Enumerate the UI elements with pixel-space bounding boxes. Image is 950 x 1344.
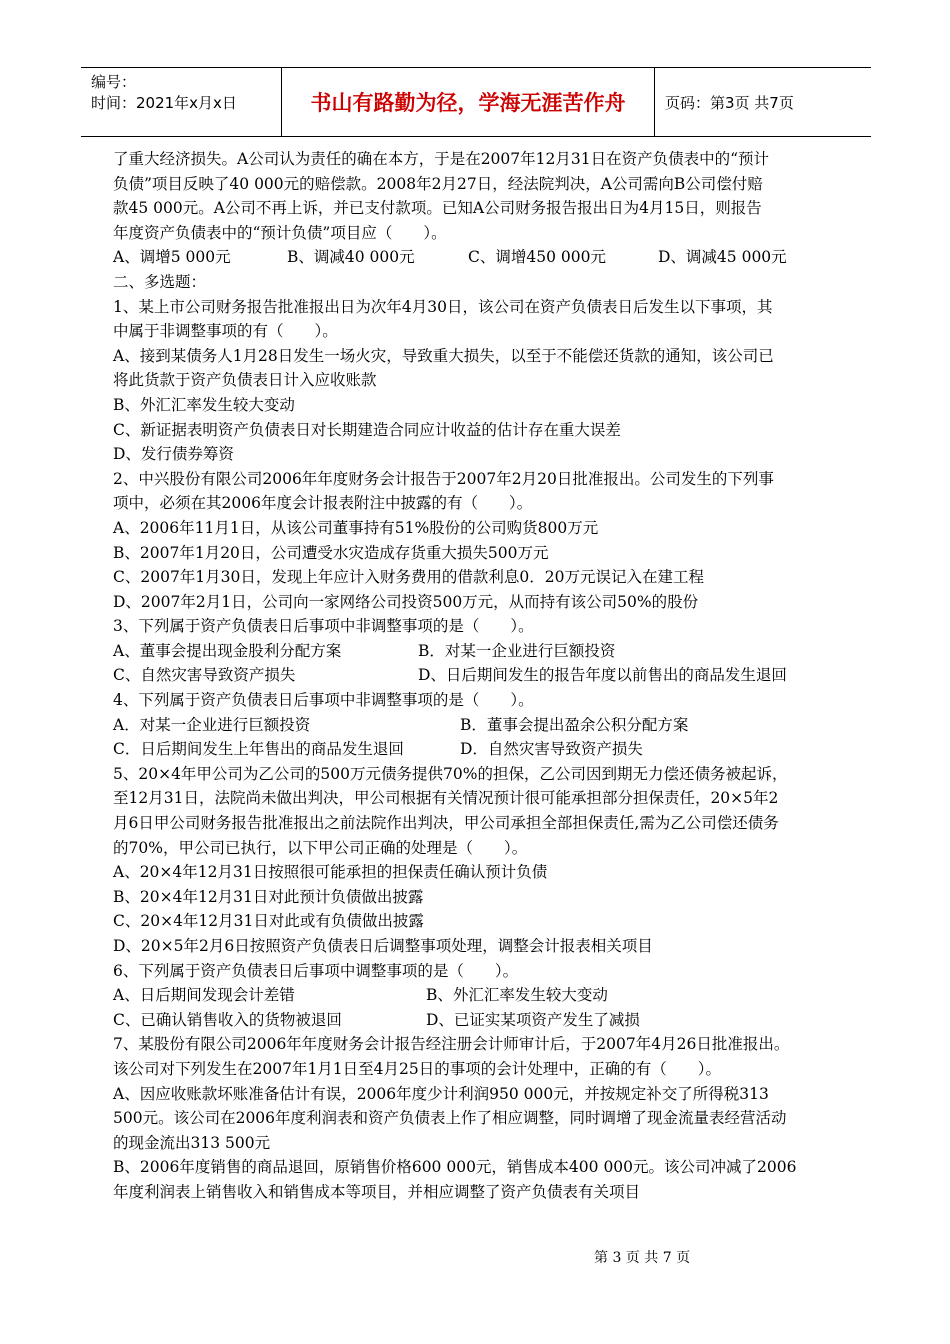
question-text: 2、中兴股份有限公司2006年年度财务会计报告于2007年2月20日批准报出。公司发生的下列事 — [113, 469, 774, 488]
option-text: C、20×4年12月31日对此或有负债做出披露 — [113, 912, 424, 931]
page-info: 页码：第3页 共7页 — [665, 93, 794, 112]
options-row — [113, 983, 853, 1008]
option-text: D、发行债券筹资 — [113, 445, 234, 464]
option-b: B．对某一企业进行巨额投资 — [418, 641, 616, 660]
option-text: C、2007年1月30日，发现上年应计入财务费用的借款利息0．20万元误记入在建工程 — [113, 568, 704, 587]
header-left-cell — [81, 68, 282, 136]
question-text: 项中，必须在其2006年度会计报表附注中披露的有（ ）。 — [113, 494, 533, 513]
option-d: D．自然灾害导致资产损失 — [460, 740, 643, 759]
option-d: D、调减45 000元 — [658, 248, 787, 267]
question-text: 7、某股份有限公司2006年年度财务会计报告经注册会计师审计后，于2007年4月26日批准报出。 — [113, 1035, 790, 1054]
time-label: 时间：2021年x月x日 — [91, 94, 237, 112]
options-row — [113, 1008, 853, 1033]
option-text: A、接到某债务人1月28日发生一场火灾，导致重大损失，以至于不能偿还货款的通知，该公司已 — [113, 346, 774, 365]
option-text: B、2007年1月20日，公司遭受水灾造成存货重大损失500万元 — [113, 543, 549, 562]
options-row — [113, 639, 853, 664]
question-text: 4、下列属于资产负债表日后事项中非调整事项的是（ ）。 — [113, 691, 534, 710]
question-text: 该公司对下列发生在2007年1月1日至4月25日的事项的会计处理中，正确的有（ ）。 — [113, 1059, 722, 1078]
code-label: 编号： — [91, 73, 137, 91]
option-text: 500元。该公司在2006年度利润表和资产负债表上作了相应调整，同时调增了现金流量表经营活动 — [113, 1109, 787, 1128]
question-text: 5、20×4年甲公司为乙公司的500万元债务提供70%的担保，乙公司因到期无力偿还债务被起诉， — [113, 764, 788, 783]
option-d: D、已证实某项资产发生了减损 — [426, 1010, 640, 1029]
question-text: 1、某上市公司财务报告批准报出日为次年4月30日，该公司在资产负债表日后发生以下事项，其 — [113, 297, 773, 316]
option-d: D、日后期间发生的报告年度以前售出的商品发生退回 — [418, 666, 787, 685]
option-text: D、2007年2月1日，公司向一家网络公司投资500万元，从而持有该公司50%的股份 — [113, 592, 699, 611]
question-text: 月6日甲公司财务报告批准报出之前法院作出判决，甲公司承担全部担保责任,需为乙公司偿还债务 — [113, 814, 779, 833]
option-b: B、调减40 000元 — [287, 248, 415, 267]
page-header — [81, 67, 871, 137]
option-text: 将此货款于资产负债表日计入应收账款 — [113, 371, 377, 390]
options-row — [113, 663, 853, 688]
question-text: 的70%，甲公司已执行，以下甲公司正确的处理是（ ）。 — [113, 838, 528, 857]
option-a: A、调增5 000元 — [113, 248, 231, 267]
option-a: A．对某一企业进行巨额投资 — [113, 715, 311, 734]
text-line: 年度资产负债表中的“预计负债”项目应（ ）。 — [113, 223, 447, 242]
option-text: A、2006年11月1日，从该公司董事持有51%股份的公司购货800万元 — [113, 518, 599, 537]
question-text: 3、下列属于资产负债表日后事项中非调整事项的是（ ）。 — [113, 617, 534, 636]
option-text: B、2006年度销售的商品退回，原销售价格600 000元，销售成本400 000元。该公司冲减了2006 — [113, 1158, 797, 1177]
option-b: B、外汇汇率发生较大变动 — [426, 986, 608, 1005]
option-c: C、自然灾害导致资产损失 — [113, 666, 296, 685]
options-row — [113, 245, 853, 270]
text-line: 款45 000元。A公司不再上诉，并已支付款项。已知A公司财务报告报出日为4月15日，则报告 — [113, 199, 762, 218]
question-text: 中属于非调整事项的有（ ）。 — [113, 322, 338, 341]
option-a: A、日后期间发现会计差错 — [113, 986, 295, 1005]
document-body — [113, 147, 853, 1205]
question-text: 至12月31日，法院尚未做出判决，甲公司根据有关情况预计很可能承担部分担保责任，20×5年2 — [113, 789, 779, 808]
text-line: 了重大经济损失。A公司认为责任的确在本方，于是在2007年12月31日在资产负债表中的“预计 — [113, 150, 770, 168]
option-c: C、调增450 000元 — [468, 248, 606, 267]
option-text: B、外汇汇率发生较大变动 — [113, 395, 295, 414]
option-text: 的现金流出313 500元 — [113, 1133, 271, 1152]
question-text: 6、下列属于资产负债表日后事项中调整事项的是（ ）。 — [113, 961, 519, 980]
options-row — [113, 737, 853, 762]
option-text: 年度利润表上销售收入和销售成本等项目，并相应调整了资产负债表有关项目 — [113, 1182, 641, 1201]
option-text: B、20×4年12月31日对此预计负债做出披露 — [113, 887, 424, 906]
motto: 书山有路勤为径，学海无涯苦作舟 — [282, 68, 655, 136]
section-heading: 二、多选题： — [113, 272, 207, 291]
option-c: C．日后期间发生上年售出的商品发生退回 — [113, 740, 404, 759]
option-text: C、新证据表明资产负债表日对长期建造合同应计收益的估计存在重大误差 — [113, 420, 621, 439]
option-a: A、董事会提出现金股利分配方案 — [113, 641, 342, 660]
text-line: 负债”项目反映了40 000元的赔偿款。2008年2月27日，经法院判决，A公司需向B公司偿付赔 — [113, 174, 763, 193]
option-b: B．董事会提出盈余公积分配方案 — [460, 715, 689, 734]
page-footer: 第 3 页 共 7 页 — [594, 1250, 691, 1266]
option-text: A、因应收账款坏账准备估计有误，2006年度少计利润950 000元，并按规定补交了所得税313 — [113, 1084, 769, 1103]
options-row — [113, 713, 853, 738]
option-text: A、20×4年12月31日按照很可能承担的担保责任确认预计负债 — [113, 863, 548, 882]
option-text: D、20×5年2月6日按照资产负债表日后调整事项处理，调整会计报表相关项目 — [113, 937, 653, 955]
option-c: C、已确认销售收入的货物被退回 — [113, 1010, 342, 1029]
